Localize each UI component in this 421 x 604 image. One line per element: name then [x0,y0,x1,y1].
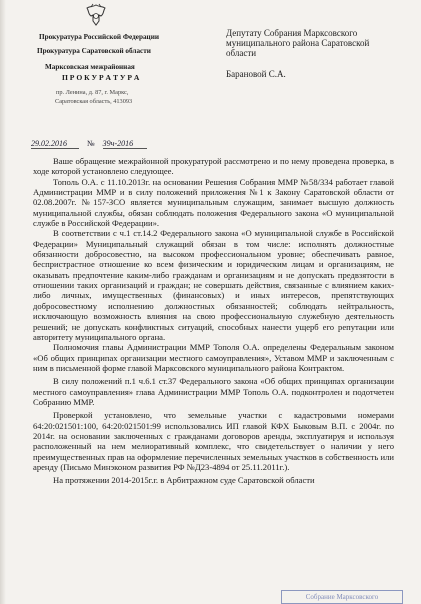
letter-body [33,156,394,486]
org-address-line1: пр. Ленина, д. 87, г. Маркс, [56,89,129,96]
scan-edge [0,0,6,604]
org-name-district: Марксовская межрайонная [45,63,135,71]
paragraph: В соответствии с ч.1 ст.14.2 Федерального закона «О муниципальной службе в Российской Федерации» Муниципальный служащий обязан в том числе: исполнять должностные обязанности добросовестно, на высоком профессиональном уровне; обеспечивать равное, беспристрастное отношение ко всем физическим и юридическим лицам и организациям, не оказывать предпочтение каким-либо гражданам и организациям и не допускать предвзятости в отношении таких организаций и граждан; не совершать действия, связанные с влиянием каких-либо личных, имущественных (финансовых) и иных интересов, препятствующих добросовестному исполнению должностных обязанностей; соблюдать нейтральность, исключающую возможность влияния на свою профессиональную служебную деятельность решений; не допускать конфликтных ситуаций, способных нанести ущерб его репутации или авторитету муниципального органа. [33,228,394,342]
paragraph: Тополь О.А. с 11.10.2013г. на основании Решения Собрания ММР №58/334 работает главой Администрации ММР и в силу положений приложения №1 к Закону Саратовской области от 02.08.2007г. №157-ЗСО является муниципальным служащим, занимает высшую должность муниципальной службы, обязан соблюдать положения Федерального закона «О муниципальной службе в Российской Федерации». [33,176,394,229]
recipient-line: Депутату Собрания Марксовского [226,28,358,38]
org-name-prosecutor: П Р О К У Р А Т У Р А [62,73,140,82]
paragraph: На протяжении 2014-2015г.г. в Арбитражном суде Саратовской области [53,475,315,486]
org-name-region: Прокуратура Саратовской области [37,47,151,55]
org-address-line2: Саратовская область, 413093 [55,98,133,105]
recipient-line: муниципального района Саратовской [226,38,370,49]
paragraph: Ваше обращение межрайонной прокуратурой рассмотрено и по нему проведена проверка, в ходе которой установлено следующее. [33,156,394,177]
received-stamp: Собрание Марксовского [281,590,403,604]
number-sign: № [87,139,95,148]
paragraph: В силу положений п.1 ч.6.1 ст.37 Федерального закона «Об общих принципах организации местного самоуправления» глава Администрации ММР Тополь О.А. подконтролен и подотчетен Собранию ММР. [33,376,394,407]
org-name-rf: Прокуратура Российской Федерации [39,33,159,41]
paragraph: Проверкой установлено, что земельные участки с кадастровыми номерами 64:20:021501:100, 64:20:021501:99 использовались ИП главой КФХ Быковым В.П. с 2004г. по 2014г. на основании заключенных с гражданами договоров аренды, эксплуатируя и используя расположенный на нем мелиоративный комплекс, что свидетельствует о наличии у него преимущественных прав на оформление перечисленных земельных участков в собственность или аренду (Письмо Минэконом развития РФ №Д23-4894 от 25.11.2011г.). [33,410,394,472]
outgoing-reg-number: 39ч-2016 [103,139,147,149]
recipient-block [226,28,369,79]
coat-of-arms-icon [82,3,110,27]
outgoing-number [31,139,147,149]
recipient-line: области [226,48,257,59]
recipient-name: Барановой С.А. [226,68,286,79]
outgoing-date: 29.02.2016 [31,139,79,149]
paragraph: Полномочия главы Администрации ММР Тополя О.А. определены Федеральным законом «Об общих принципах организации местного самоуправления», Уставом ММР и заключенным с ним в письменной форме главой Марксовского муниципального района Контрактом. [33,342,394,373]
